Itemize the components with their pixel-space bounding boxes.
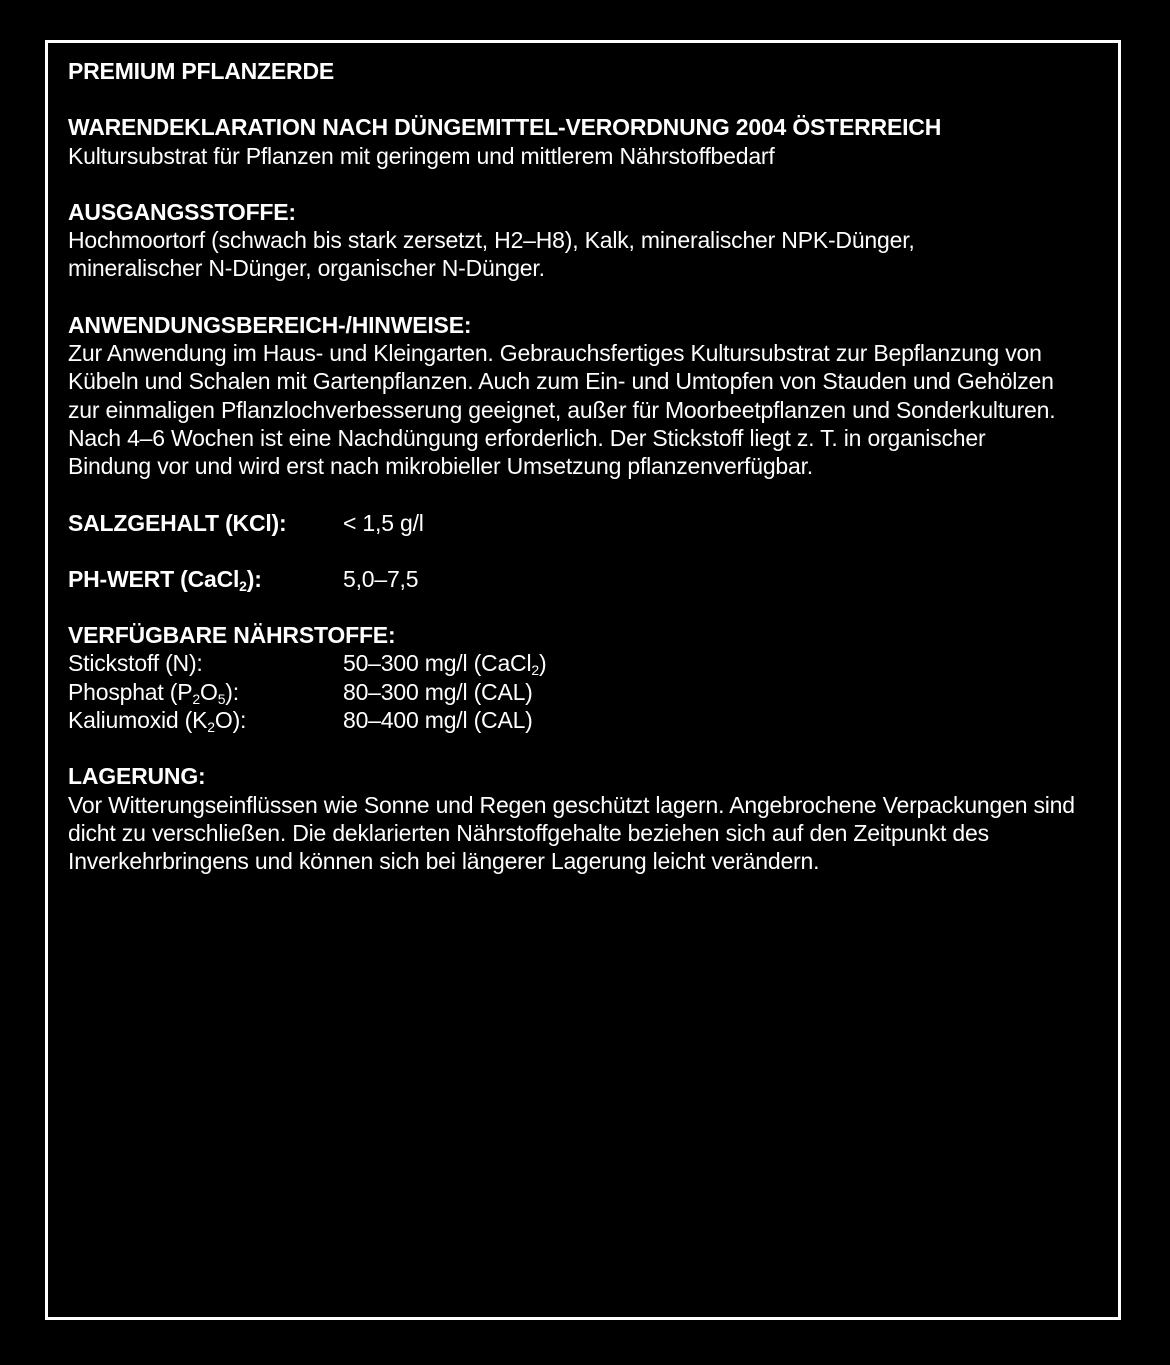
nutrient-value-k: 80–400 mg/l (CAL) <box>343 707 533 734</box>
naehrstoffe-heading: VERFÜGBARE NÄHRSTOFFE: <box>68 622 396 649</box>
nutrient-row-n <box>68 649 1108 677</box>
salzgehalt-row <box>68 509 1108 537</box>
declaration-text: Kultursubstrat für Pflanzen mit geringem und mittlerem Nährstoffbedarf <box>68 142 775 169</box>
anwendung-text: Zur Anwendung im Haus- und Kleingarten. Gebrauchsfertiges Kultursubstrat zur Bepflanzung von Kübeln und Schalen mit Gartenpflanzen. Auch zum Ein- und Umtopfen von Stauden und Gehölzen zur einmaligen Pflanzlochverbesserung geeignet, außer für Moorbeetpflanzen und Sonderkulturen. Nach 4–6 Wochen ist eine Nachdüngung erforderlich. Der Stickstoff liegt z. T. in organischer Bindung vor und wird erst nach mikrobieller Umsetzung pflanzenverfügbar. <box>68 340 1056 480</box>
ph-value: 5,0–7,5 <box>343 565 419 592</box>
salzgehalt-value: < 1,5 g/l <box>343 509 424 536</box>
ph-row <box>68 565 1108 593</box>
nutrient-label-n: Stickstoff (N): <box>68 650 203 677</box>
declaration-section <box>68 113 1108 170</box>
nutrient-value-p: 80–300 mg/l (CAL) <box>343 678 533 705</box>
nutrient-label-p: Phosphat $(P_2O_5)$: <box>68 678 239 707</box>
ausgangsstoffe-heading: AUSGANGSSTOFFE: <box>68 198 296 225</box>
declaration-heading: WARENDEKLARATION NACH DÜNGEMITTEL-VERORDNUNG 2004 ÖSTERREICH <box>68 114 942 141</box>
salzgehalt-label: SALZGEHALT (KCl): <box>68 509 287 536</box>
product-title: PREMIUM PFLANZERDE <box>68 58 335 84</box>
anwendung-heading: ANWENDUNGSBEREICH-/HINWEISE: <box>68 311 472 338</box>
ausgangsstoffe-text: Hochmoortorf (schwach bis stark zersetzt, H2–H8), Kalk, mineralischer NPK-Dünger, mineralischer N-Dünger, organischer N-Dünger. <box>68 227 915 282</box>
nutrient-value-n: 50–300 mg/l (CaCl$_2$) <box>343 650 547 679</box>
lagerung-section <box>68 762 1108 875</box>
lagerung-text: Vor Witterungseinflüssen wie Sonne und Regen geschützt lagern. Angebrochene Verpackungen sind dicht zu verschließen. Die deklarierten Nährstoffgehalte beziehen sich auf den Zeitpunkt des Inverkehrbringens und können sich bei längerer Lagerung leicht verändern. <box>68 791 1075 875</box>
nutrient-label-k: Kaliumoxid $(K_2O)$: <box>68 707 247 736</box>
ausgangsstoffe-section <box>68 198 1108 283</box>
lagerung-heading: LAGERUNG: <box>68 763 206 790</box>
nutrient-row-p <box>68 678 1108 706</box>
nutrient-row-k <box>68 706 1108 734</box>
naehrstoffe-section <box>68 621 1108 734</box>
ph-label: PH-WERT (CaCl$_2$): <box>68 565 262 594</box>
label-content <box>68 57 1108 904</box>
anwendung-section <box>68 311 1108 481</box>
